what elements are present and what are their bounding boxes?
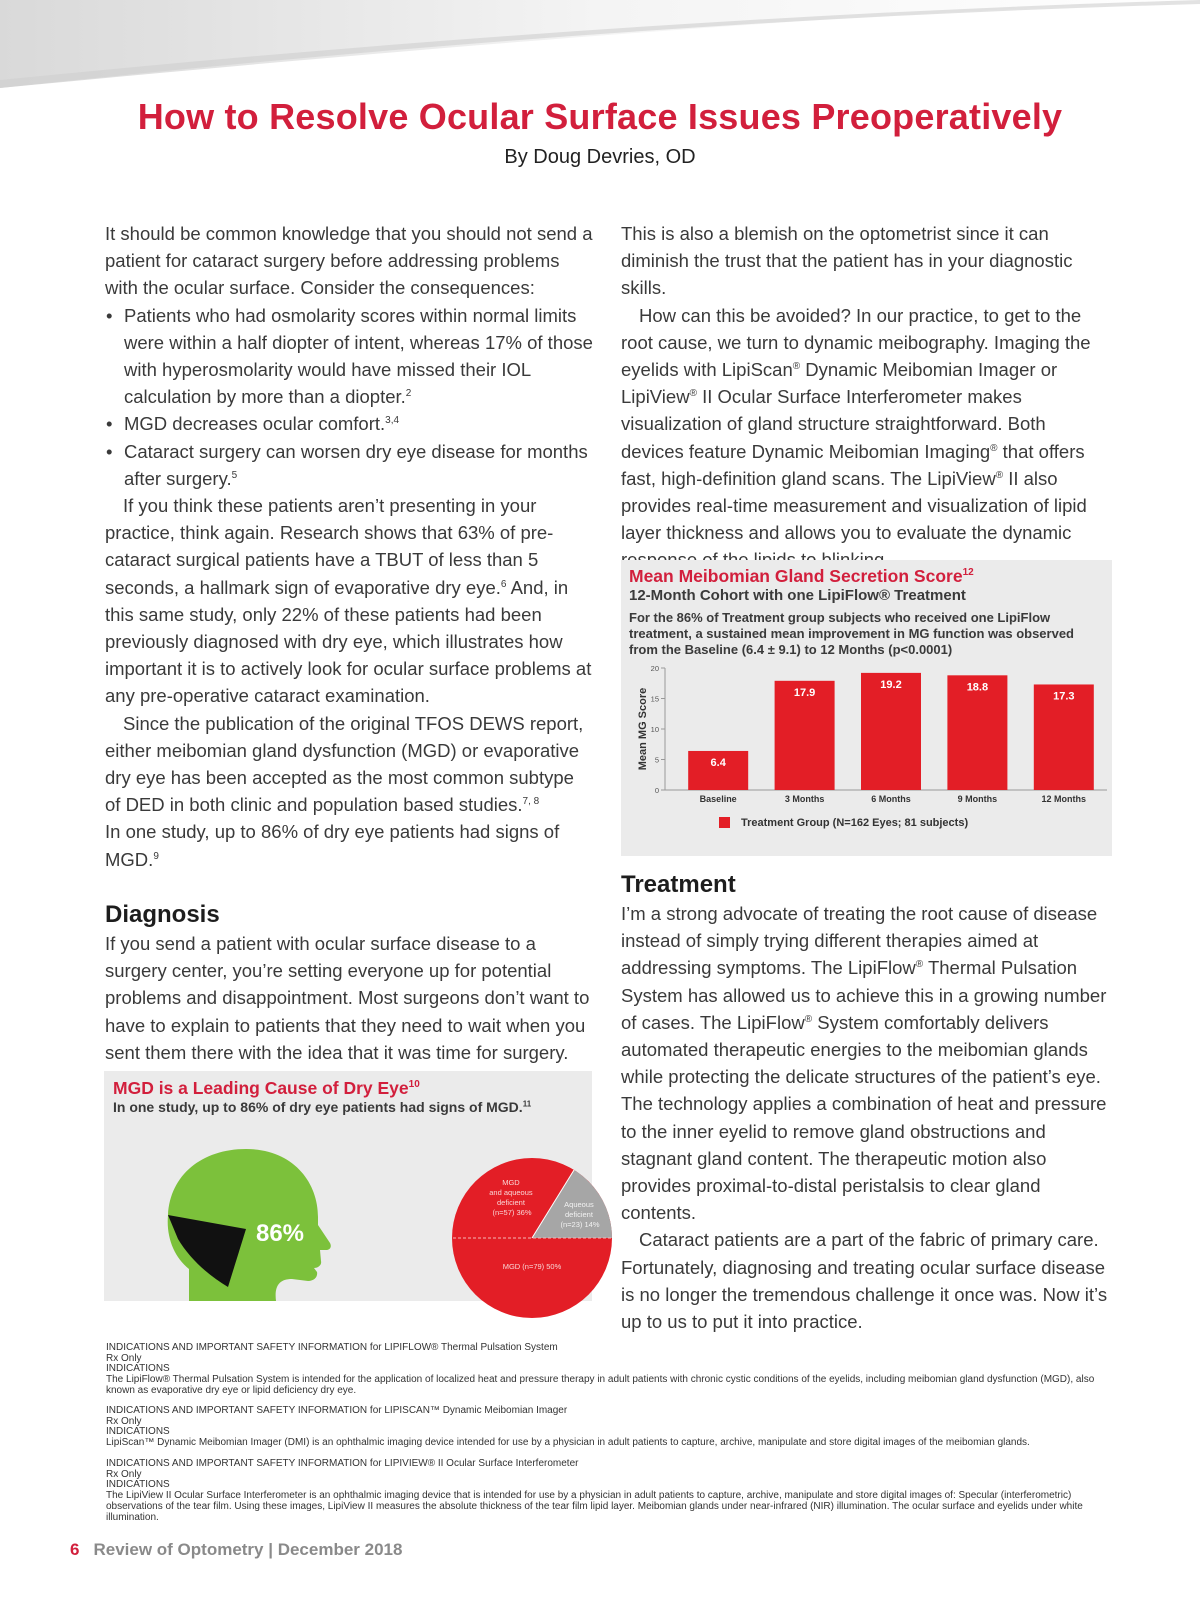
fine-print-line: Rx Only (106, 1416, 142, 1427)
page-footer (70, 1540, 402, 1560)
y-axis-label: Mean MG Score (637, 687, 649, 771)
mgd-illustration (104, 1119, 600, 1301)
body-paragraph: This is also a blemish on the optometrist since it can diminish the trust that the patient has in your diagnostic skills. (621, 223, 1073, 299)
list-item: • Patients who had osmolarity scores within normal limits were within a half diopter of intent, whereas 17% of those with hyperosmolarity would have missed their IOL calculation by more than a diopter.$^2$ (105, 302, 593, 411)
body-paragraph: Since the publication of the original TFOS DEWS report, either meibomian gland dysfunction (MGD) or evaporative dry eye has been accepted as the most common subtype of DED in both clinic and population based studies.$^{7, 8}$ (105, 712, 584, 816)
fine-print-line: INDICATIONS (106, 1426, 170, 1437)
intro-paragraph: It should be common knowledge that you should not send a patient for cataract surgery before addressing problems with the ocular surface. Consider the consequences: (105, 223, 593, 299)
figure-subtitle: In one study, up to 86% of dry eye patients had signs of MGD.$^{11}$ (113, 1099, 532, 1115)
chart-note: For the 86% of Treatment group subjects who received one LipiFlow treatment, a sustained mean improvement in MG function was observed from the Baseline (6.4 ± 9.1) to 12 Months (p<0.0001) (629, 610, 1074, 657)
fine-print-heading: INDICATIONS AND IMPORTANT SAFETY INFORMATION for LIPISCAN™ Dynamic Meibomian Imager (106, 1405, 568, 1416)
chart-title: Mean Meibomian Gland Secretion Score$^{12}$ (629, 566, 974, 586)
right-column (621, 220, 1111, 574)
body-paragraph: I’m a strong advocate of treating the root cause of disease instead of simply trying different therapies aimed at addressing symptoms. The LipiFlow® Thermal Pulsation System has allowed us to achieve this in a growing number of cases. The LipiFlow® System comfortably delivers automated therapeutic energies to the meibomian glands while protecting the delicate structures of the patient’s eye. The technology applies a combination of heat and pressure to the inner eyelid to remove gland obstructions and stagnant gland content. The therapeutic motion also provides proximal-to-distal peristalsis to clear gland contents. (621, 903, 1107, 1224)
fine-print-text: The LipiView II Ocular Surface Interferometer is an ophthalmic imaging device that is intended for use by a physician in adult patients to capture, archive, manipulate and store digital images of: Specular (interferometric) observations of the tear film. Using these images, LipiView II measures the absolute thickness of the tear film lipid layer. Meibomian glands under near-infrared (NIR) illumination. The ocular surface and eyelids under white illumination. (106, 1490, 1083, 1523)
fine-print-line: INDICATIONS (106, 1363, 170, 1374)
y-tick-label: 0 (654, 786, 659, 795)
bar-value-label: 19.2 (880, 678, 902, 691)
bar-chart (621, 660, 1112, 856)
publication-info: Review of Optometry | December 2018 (93, 1540, 403, 1559)
article-byline: By Doug Devries, OD (504, 146, 696, 168)
diagnosis-text (105, 930, 593, 1066)
figure-title: MGD is a Leading Cause of Dry Eye$^{10}$ (113, 1078, 420, 1098)
footnote-ref: 3,4 (385, 415, 400, 427)
x-tick-label: 6 Months (871, 794, 911, 804)
mgd-figure (104, 1071, 600, 1301)
section-heading-diagnosis: Diagnosis (105, 901, 220, 928)
fine-print-heading: INDICATIONS AND IMPORTANT SAFETY INFORMATION for LIPIVIEW® II Ocular Surface Interferometer (106, 1458, 579, 1469)
pie-chart (452, 1158, 612, 1318)
article-title: How to Resolve Ocular Surface Issues Preoperatively (137, 96, 1063, 137)
footnote-ref: 6 (500, 578, 507, 590)
y-tick-label: 15 (650, 694, 659, 704)
y-tick-label: 5 (654, 755, 659, 765)
footnote-ref: 7, 8 (522, 796, 540, 808)
body-paragraph: If you send a patient with ocular surface disease to a surgery center, you’re setting everyone up for potential problems and disappointment. Most surgeons don’t want to have to explain to patients that they need to wait when you sent them there with the idea that it was time for surgery. (105, 933, 590, 1063)
fine-print-line: Rx Only (106, 1469, 142, 1480)
page-number: 6 (70, 1540, 80, 1559)
bar-value-label: 18.8 (966, 681, 989, 694)
consequences-list (105, 302, 593, 492)
list-item: • MGD decreases ocular comfort.$^{3,4}$ (105, 410, 593, 437)
footnote-ref: 5 (231, 469, 238, 481)
legend-label: Treatment Group (N=162 Eyes; 81 subjects) (741, 817, 969, 829)
mg-score-chart-figure (621, 560, 1112, 856)
fine-print-text: The LipiFlow® Thermal Pulsation System is intended for the application of localized heat and pressure therapy in adult patients with chronic cystic conditions of the eyelids, including meibomian gland dysfunction (MGD), also known as evaporative dry eye or lipid deficiency dry eye. (106, 1374, 1095, 1396)
bar-value-label: 6.4 (710, 756, 726, 769)
section-heading-treatment: Treatment (621, 871, 736, 898)
fine-print-heading: INDICATIONS AND IMPORTANT SAFETY INFORMATION for LIPIFLOW® Thermal Pulsation System (106, 1342, 558, 1353)
x-tick-label: 9 Months (957, 794, 998, 804)
y-tick-label: 10 (650, 725, 659, 734)
chart-subtitle: 12-Month Cohort with one LipiFlow® Treatment (629, 587, 966, 604)
body-paragraph: In one study, up to 86% of dry eye patients had signs of MGD.$^9$ (105, 821, 560, 870)
fine-print-line: Rx Only (106, 1353, 142, 1364)
treatment-text (621, 900, 1113, 1335)
bar-value-label: 17.9 (793, 686, 816, 699)
head-percentage: 86% (255, 1220, 305, 1247)
svg-text:Aqueous deficient: Aqueous deficient (n=23) 14% (560, 1200, 600, 1229)
footnote-ref: 9 (153, 850, 159, 862)
x-tick-label: 12 Months (1041, 794, 1087, 804)
x-tick-label: 3 Months (784, 794, 825, 804)
bar-value-label: 17.3 (1053, 690, 1075, 703)
list-item: • Cataract surgery can worsen dry eye disease for months after surgery.$^5$ (105, 438, 593, 492)
left-column (105, 220, 593, 873)
body-paragraph: How can this be avoided? In our practice, to get to the root cause, we turn to dynamic meibography. Imaging the eyelids with LipiScan® Dynamic Meibomian Imager or LipiView® II Ocular Surface Interferometer makes visualization of gland structure straightforward. Both devices feature Dynamic Meibomian Imaging® that offers fast, high-definition gland scans. The LipiView® II also provides real-time measurement and visualization of lipid layer thickness and allows you to evaluate the dynamic (621, 304, 1091, 544)
fine-print-text: LipiScan™ Dynamic Meibomian Imager (DMI) is an ophthalmic imaging device intended for use by a physician in adult patients to capture, archive, manipulate and store digital images of the meibomian glands. (106, 1437, 1030, 1448)
y-tick-label: 20 (650, 664, 659, 673)
body-paragraph: Cataract patients are a part of the fabric of primary care. Fortunately, diagnosing and treating ocular surface disease is no longer the tremendous challenge it once was. Now it’s up to us to put it into practice. (621, 1229, 1108, 1333)
fine-print-line: INDICATIONS (106, 1479, 170, 1490)
x-tick-label: Baseline (699, 794, 737, 804)
svg-text:MGD and aqueous: MGD and aqueous deficient (n=57) 36% (489, 1178, 533, 1217)
footnote-ref: 2 (405, 388, 412, 400)
body-paragraph: If you think these patients aren’t presenting in your practice, think again. Research shows that 63% of pre-cataract surgical patients have a TBUT of less than 5 seconds, a hallmark sign of evaporative dry eye.$^6$ And, in this same study, only 22% of these patients had been previously diagnosed with dry eye, which illustrates how important it is to actively look for ocular surface problems at any pre-operative cataract examination. (105, 495, 592, 707)
svg-text:MGD (n=79) 50%: MGD (n=79) 50% (502, 1262, 562, 1271)
legend-swatch (719, 817, 730, 828)
